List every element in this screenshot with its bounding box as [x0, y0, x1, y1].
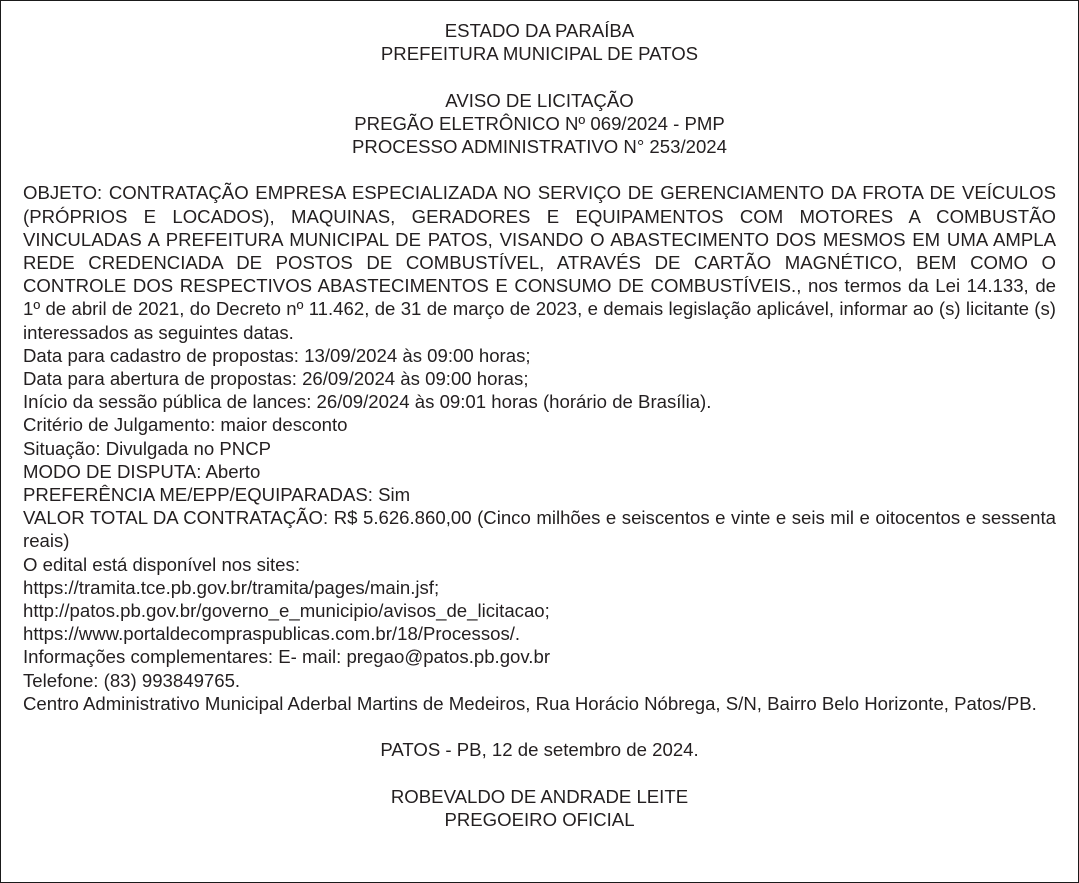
preference: PREFERÊNCIA ME/EPP/EQUIPARADAS: Sim	[23, 484, 411, 506]
signature-block	[23, 785, 1056, 831]
auction-number: PREGÃO ELETRÔNICO Nº 069/2024 - PMP	[354, 112, 725, 134]
notice-header	[23, 19, 1056, 65]
contact-phone: Telefone: (83) 993849765.	[23, 669, 241, 691]
municipality-name: PREFEITURA MUNICIPAL DE PATOS	[380, 43, 699, 65]
situation: Situação: Divulgada no PNCP	[23, 437, 272, 459]
session-start-date: Início da sessão pública de lances: 26/09/2024 às 09:01 horas (horário de Brasília).	[23, 391, 712, 413]
signer-name: ROBEVALDO DE ANDRADE LEITE	[390, 785, 689, 807]
object-paragraph: OBJETO: CONTRATAÇÃO EMPRESA ESPECIALIZADA NO SERVIÇO DE GERENCIAMENTO DA FROTA DE VEÍCULOS (PRÓPRIOS E LOCADOS), MAQUINAS, GERADORES E EQUIPAMENTOS COM MOTORES A COMBUSTÃO VINCULADAS A PREFEITURA MUNICIPAL DE PATOS, VISANDO O ABASTECIMENTO DOS MESMOS EM UMA AMPLA REDE CREDENCIADA DE POSTOS DE COMBUSTÍVEL, ATRAVÉS DE CARTÃO MAGNÉTICO, BEM COMO O CONTROLE DOS RESPECTIVOS ABASTECIMENTOS E CONSUMO DE COMBUSTÍVEIS., nos termos da Lei 14.133, de 1º de abril de 2021, do Decreto nº 11.462, de 31 de março de 2023, e demais legislação aplicável, informar ao (s) licitante (s) interessados as seguintes datas.	[23, 182, 1056, 343]
spacer	[23, 65, 1056, 88]
place-date: PATOS - PB, 12 de setembro de 2024.	[380, 739, 699, 761]
notice-title-block	[23, 89, 1056, 159]
site-link-patos[interactable]: http://patos.pb.gov.br/governo_e_municipio/avisos_de_licitacao;	[23, 600, 550, 622]
judgment-criterion: Critério de Julgamento: maior desconto	[23, 414, 348, 436]
proposal-opening-date: Data para abertura de propostas: 26/09/2024 às 09:00 horas;	[23, 368, 529, 390]
site-link-portal[interactable]: https://www.portaldecompraspublicas.com.br/18/Processos/.	[23, 623, 521, 645]
notice-title: AVISO DE LICITAÇÃO	[445, 89, 634, 111]
signer-role: PREGOEIRO OFICIAL	[444, 808, 635, 830]
spacer	[23, 715, 1056, 738]
notice-body	[23, 181, 1056, 715]
address: Centro Administrativo Municipal Aderbal Martins de Medeiros, Rua Horácio Nóbrega, S/N, Bairro Belo Horizonte, Patos/PB.	[23, 692, 1037, 714]
spacer	[23, 158, 1056, 181]
dispute-mode: MODO DE DISPUTA: Aberto	[23, 460, 261, 482]
process-number: PROCESSO ADMINISTRATIVO N° 253/2024	[352, 136, 727, 157]
contact-email: Informações complementares: E- mail: pregao@patos.pb.gov.br	[23, 646, 551, 668]
total-value: VALOR TOTAL DA CONTRATAÇÃO: R$ 5.626.860,00 (Cinco milhões e seiscentos e vinte e seis mil e oitocentos e sessenta reais)	[23, 507, 1056, 552]
proposal-registration-date: Data para cadastro de propostas: 13/09/2024 às 09:00 horas;	[23, 344, 531, 366]
state-name: ESTADO DA PARAÍBA	[444, 20, 635, 41]
place-date-block	[23, 738, 1056, 761]
site-link-tramita[interactable]: https://tramita.tce.pb.gov.br/tramita/pages/main.jsf;	[23, 576, 440, 598]
edital-intro: O edital está disponível nos sites:	[23, 553, 300, 575]
spacer	[23, 761, 1056, 784]
